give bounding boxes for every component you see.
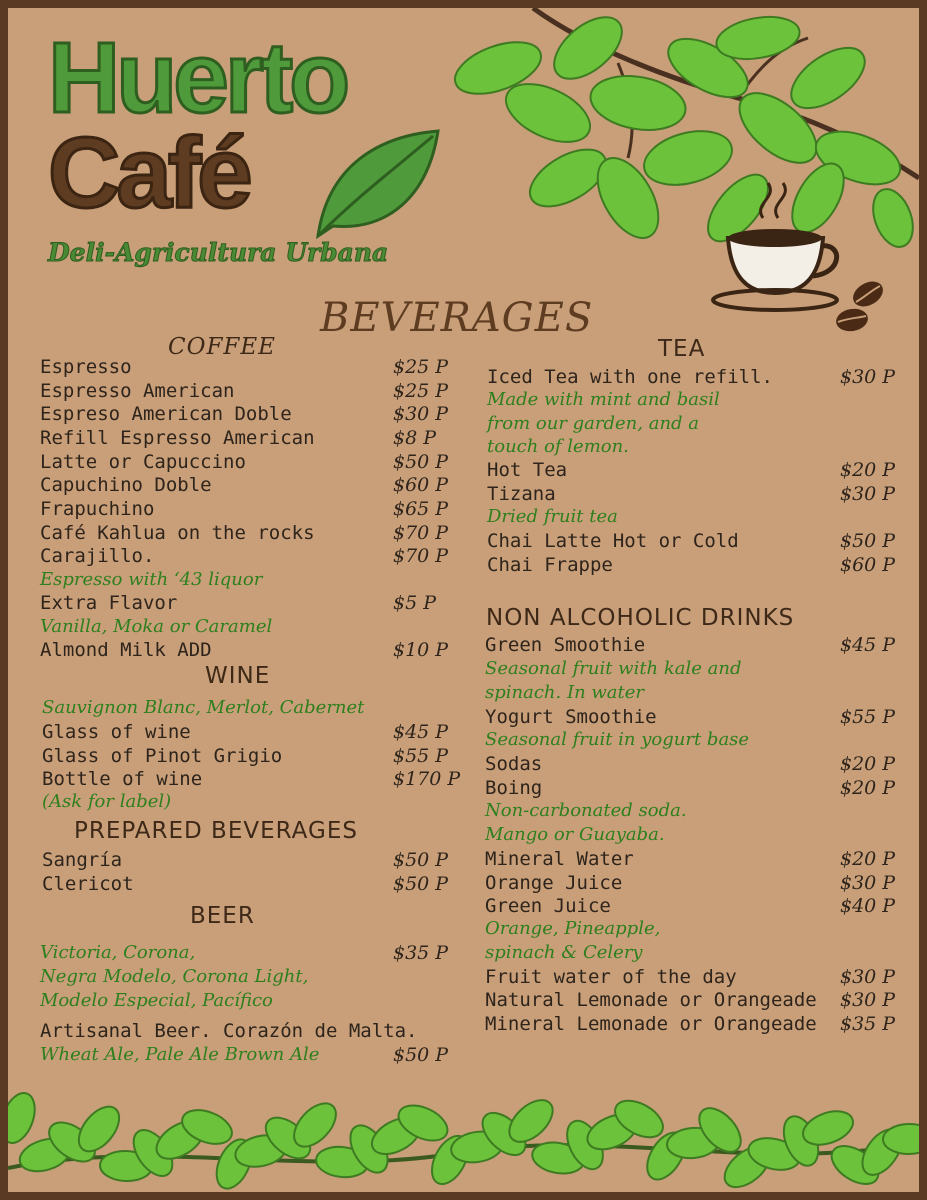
menu-item-name: Almond Milk ADD — [40, 639, 212, 661]
menu-item-name: Chai Latte Hot or Cold — [487, 530, 739, 552]
menu-item-description: Dried fruit tea — [487, 506, 618, 527]
logo-huerto-text: Huerto — [48, 22, 347, 134]
coffee-beans-icon — [830, 276, 890, 338]
menu-item-name: Tizana — [487, 483, 556, 505]
menu-item-price: $170 P — [393, 768, 461, 790]
menu-item-price: $70 P — [393, 545, 449, 567]
beer-section-title: BEER — [190, 903, 255, 929]
menu-item-name: Mineral Lemonade or Orangeade — [485, 1013, 817, 1035]
menu-item-name: Frapuchino — [40, 498, 155, 520]
menu-item-price: $5 P — [393, 592, 437, 614]
menu-item-name: Espreso American Doble — [40, 403, 292, 425]
menu-item-description: Sauvignon Blanc, Merlot, Cabernet — [42, 697, 365, 718]
menu-item-price: $30 P — [840, 366, 896, 388]
menu-item-name: Yogurt Smoothie — [485, 706, 657, 728]
coffee-cup-icon — [708, 178, 848, 313]
menu-item-description: from our garden, and a — [487, 413, 700, 434]
menu-item-name: Glass of Pinot Grigio — [42, 745, 283, 767]
menu-item-description: spinach. In water — [485, 682, 645, 703]
menu-item-name: Artisanal Beer. Corazón de Malta. — [40, 1020, 418, 1042]
menu-item-description: Seasonal fruit in yogurt base — [485, 729, 750, 750]
menu-item-price: $20 P — [840, 459, 896, 481]
menu-item-price: $40 P — [840, 895, 896, 917]
menu-item-description: Mango or Guayaba. — [485, 824, 665, 845]
menu-item-price: $30 P — [840, 483, 896, 505]
menu-item-description: Modelo Especial, Pacífico — [40, 990, 273, 1011]
menu-item-name: Fruit water of the day — [485, 966, 737, 988]
menu-item-price: $55 P — [840, 706, 896, 728]
menu-item-name: Natural Lemonade or Orangeade — [485, 989, 817, 1011]
menu-item-description: Negra Modelo, Corona Light, — [40, 966, 309, 987]
menu-item-name: Chai Frappe — [487, 554, 613, 576]
menu-item-price: $60 P — [393, 474, 449, 496]
menu-item-name: Latte or Capuccino — [40, 451, 246, 473]
logo-tagline: Deli-Agricultura Urbana — [48, 238, 389, 267]
menu-item-price: $55 P — [393, 745, 449, 767]
menu-item-price: $50 P — [393, 451, 449, 473]
menu-item-price: $65 P — [393, 498, 449, 520]
menu-item-description: touch of lemon. — [487, 436, 629, 457]
menu-item-price: $25 P — [393, 356, 449, 378]
menu-item-price: $50 P — [393, 1044, 449, 1066]
menu-item-description: Vanilla, Moka or Caramel — [40, 616, 273, 637]
menu-item-price: $50 P — [840, 530, 896, 552]
menu-item-price: $70 P — [393, 522, 449, 544]
leaf-border-icon — [8, 1058, 919, 1192]
menu-item-name: Bottle of wine — [42, 768, 203, 790]
menu-item-price: $35 P — [393, 942, 449, 964]
logo-cafe-text: Café — [48, 117, 249, 229]
menu-item-price: $10 P — [393, 639, 449, 661]
menu-item-name: Mineral Water — [485, 848, 634, 870]
menu-item-price: $30 P — [840, 989, 896, 1011]
non-alcoholic-section-title: NON ALCOHOLIC DRINKS — [486, 605, 795, 631]
menu-item-price: $8 P — [393, 427, 437, 449]
menu-item-price: $30 P — [393, 403, 449, 425]
menu-item-name: Boing — [485, 777, 543, 799]
menu-item-description: Victoria, Corona, — [40, 942, 196, 963]
menu-item-name: Green Smoothie — [485, 634, 646, 656]
menu-item-price: $50 P — [393, 849, 449, 871]
prepared-section-title: PREPARED BEVERAGES — [74, 818, 358, 844]
menu-item-description: Wheat Ale, Pale Ale Brown Ale — [40, 1044, 320, 1065]
menu-item-name: Orange Juice — [485, 872, 623, 894]
menu-item-price: $20 P — [840, 777, 896, 799]
menu-item-name: Iced Tea with one refill. — [487, 366, 773, 388]
menu-item-price: $45 P — [393, 721, 449, 743]
tea-section-title: TEA — [658, 336, 706, 362]
menu-item-name: Green Juice — [485, 895, 611, 917]
menu-item-price: $50 P — [393, 873, 449, 895]
menu-item-name: Sodas — [485, 753, 543, 775]
menu-item-name: Espresso — [40, 356, 132, 378]
menu-item-description: Orange, Pineapple, — [485, 918, 661, 939]
coffee-section-title: COFFEE — [168, 334, 276, 360]
menu-item-description: Non-carbonated soda. — [485, 800, 687, 821]
menu-item-price: $30 P — [840, 872, 896, 894]
menu-item-name: Extra Flavor — [40, 592, 178, 614]
menu-page — [8, 8, 919, 1192]
menu-item-price: $45 P — [840, 634, 896, 656]
border-leaf — [8, 1088, 41, 1147]
menu-item-price: $30 P — [840, 966, 896, 988]
menu-item-name: Carajillo. — [40, 545, 155, 567]
menu-item-price: $20 P — [840, 848, 896, 870]
menu-item-description: Espresso with ‘43 liquor — [40, 569, 263, 590]
menu-item-name: Capuchino Doble — [40, 474, 212, 496]
menu-item-description: Made with mint and basil — [487, 389, 720, 410]
menu-item-name: Espresso American — [40, 380, 235, 402]
menu-item-name: Clericot — [42, 873, 134, 895]
menu-item-description: (Ask for label) — [42, 791, 172, 812]
menu-item-description: Seasonal fruit with kale and — [485, 658, 742, 679]
leaf-logo-icon — [308, 126, 443, 246]
menu-item-name: Refill Espresso American — [40, 427, 315, 449]
menu-item-name: Hot Tea — [487, 459, 568, 481]
menu-item-price: $25 P — [393, 380, 449, 402]
menu-item-name: Café Kahlua on the rocks — [40, 522, 315, 544]
menu-item-name: Sangría — [42, 849, 123, 871]
page-title: BEVERAGES — [320, 295, 594, 341]
menu-item-price: $20 P — [840, 753, 896, 775]
menu-item-name: Glass of wine — [42, 721, 191, 743]
menu-item-price: $60 P — [840, 554, 896, 576]
menu-item-price: $35 P — [840, 1013, 896, 1035]
wine-section-title: WINE — [205, 663, 271, 689]
menu-item-description: spinach & Celery — [485, 942, 643, 963]
